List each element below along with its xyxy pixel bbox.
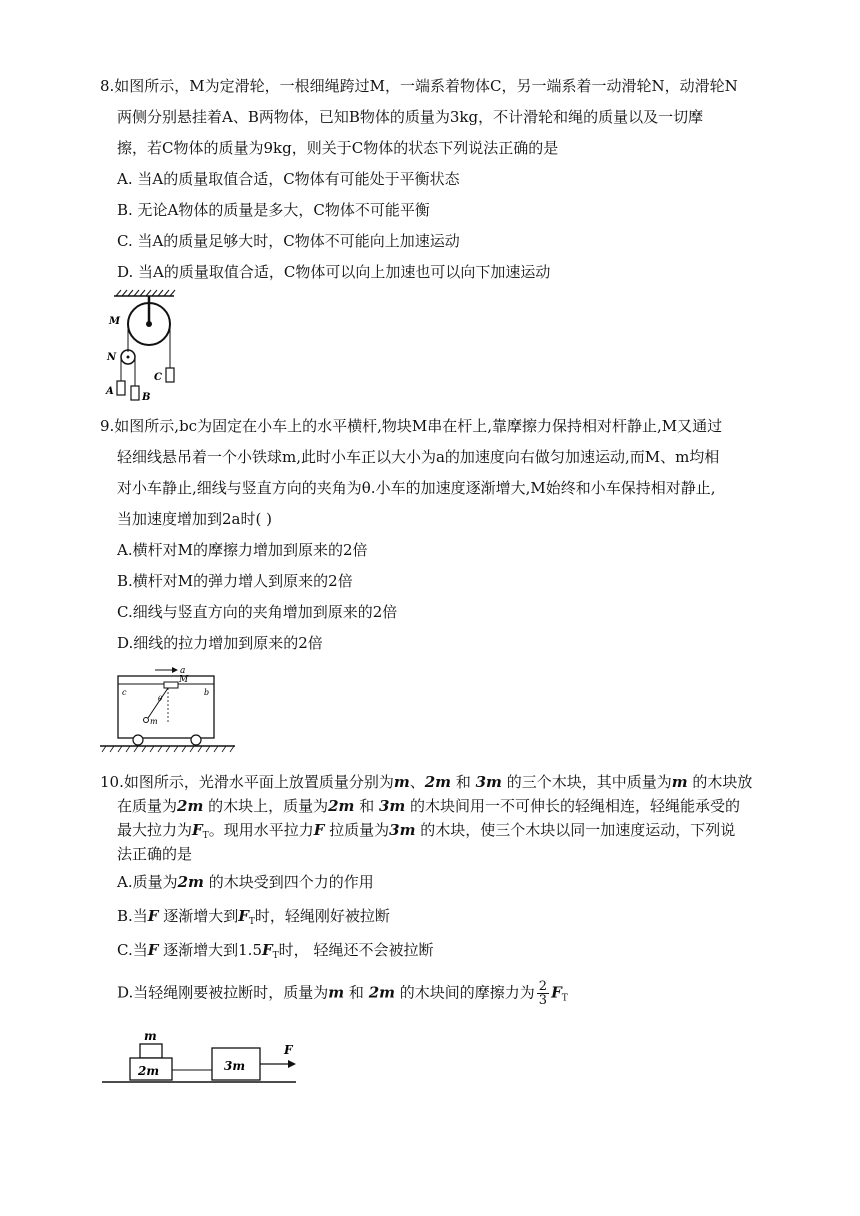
q8-line-2: 两侧分别悬挂着A、B两物体，已知B物体的质量为3kg，不计滑轮和绳的质量以及一切摩 bbox=[117, 108, 704, 126]
q8-option-d: D. 当A的质量取值合适，C物体可以向上加速也可以向下加速运动 bbox=[117, 263, 551, 281]
q9-option-b: B.横杆对M的弹力增人到原来的2倍 bbox=[117, 572, 353, 590]
q8-label-c: C bbox=[154, 372, 162, 383]
q10-option-b: B.当F 逐渐增大到$F_T$时，轻绳刚好被拉断 bbox=[117, 907, 390, 927]
q8-label-n: N bbox=[107, 352, 117, 363]
q8-label-m: M bbox=[109, 316, 121, 327]
q8-label-a: A bbox=[106, 386, 114, 397]
q8-label-b: B bbox=[142, 392, 151, 403]
q8-line-1: 8.如图所示，M为定滑轮，一根细绳跨过M，一端系着物体C，另一端系着一动滑轮N，动滑轮N bbox=[100, 77, 738, 95]
q10-label-2m: 2m bbox=[138, 1064, 160, 1078]
q10-blocks-figure bbox=[100, 1028, 310, 1090]
q9-label-m-ball: m bbox=[150, 717, 158, 726]
q8-option-b: B. 无论A物体的质量是多大，C物体不可能平衡 bbox=[117, 201, 430, 219]
q10-line-2: 在质量为2m 的木块上，质量为2m 和 3m 的木块间用一不可伸长的轻绳相连，轻绳能承受的 bbox=[117, 797, 741, 815]
q10-option-a: A.质量为2m 的木块受到四个力的作用 bbox=[117, 873, 374, 891]
q8-line-3: 擦，若C物体的质量为9kg，则关于C物体的状态下列说法正确的是 bbox=[117, 139, 559, 157]
fraction: $\frac{2}{3}$ bbox=[538, 979, 548, 1008]
q9-label-a: a bbox=[180, 666, 186, 676]
q10-line-4: 法正确的是 bbox=[117, 845, 193, 863]
q8-pulley-figure bbox=[104, 288, 194, 408]
q10-label-3m: 3m bbox=[224, 1059, 246, 1073]
q9-line-3: 对小车静止,细线与竖直方向的夹角为θ.小车的加速度逐渐增大,M始终和小车保持相对静止, bbox=[117, 479, 716, 497]
q9-label-c: c bbox=[122, 688, 127, 697]
q9-line-2: 轻细线悬吊着一个小铁球m,此时小车正以大小为a的加速度向右做匀加速运动,而M、m均相 bbox=[117, 448, 720, 466]
q9-option-d: D.细线的拉力增加到原来的2倍 bbox=[117, 634, 323, 652]
q9-option-c: C.细线与竖直方向的夹角增加到原来的2倍 bbox=[117, 603, 398, 621]
q9-label-theta: θ bbox=[158, 695, 163, 703]
q8-option-c: C. 当A的质量足够大时，C物体不可能向上加速运动 bbox=[117, 232, 460, 250]
q10-label-f: F bbox=[284, 1043, 293, 1057]
q9-line-4: 当加速度增加到2a时( ) bbox=[117, 510, 272, 528]
q9-label-m-block: M bbox=[179, 675, 189, 685]
q8-option-a: A. 当A的质量取值合适，C物体有可能处于平衡状态 bbox=[117, 170, 460, 188]
q10-line-1: 10.如图所示，光滑水平面上放置质量分别为m、2m 和 3m 的三个木块，其中质量为m 的木块放 bbox=[100, 773, 753, 791]
q10-option-c: C.当F 逐渐增大到$1.5F_T$时， 轻绳还不会被拉断 bbox=[117, 941, 434, 961]
q9-label-b: b bbox=[204, 688, 210, 697]
q9-line-1: 9.如图所示,bc为固定在小车上的水平横杆,物块M串在杆上,靠摩擦力保持相对杆静止,M又通过 bbox=[100, 417, 723, 435]
q9-option-a: A.横杆对M的摩擦力增加到原来的2倍 bbox=[117, 541, 368, 559]
q9-cart-figure bbox=[100, 662, 235, 754]
q10-line-3: 最大拉力为$F_T$。现用水平拉力F 拉质量为3m 的木块，使三个木块以同一加速度运动，下列说 bbox=[117, 821, 736, 841]
q10-option-d: D.当轻绳刚要被拉断时，质量为m 和 2m 的木块间的摩擦力为 $\frac{2}{3}$ $F_T$ bbox=[117, 979, 568, 1008]
q10-label-m: m bbox=[144, 1029, 157, 1043]
